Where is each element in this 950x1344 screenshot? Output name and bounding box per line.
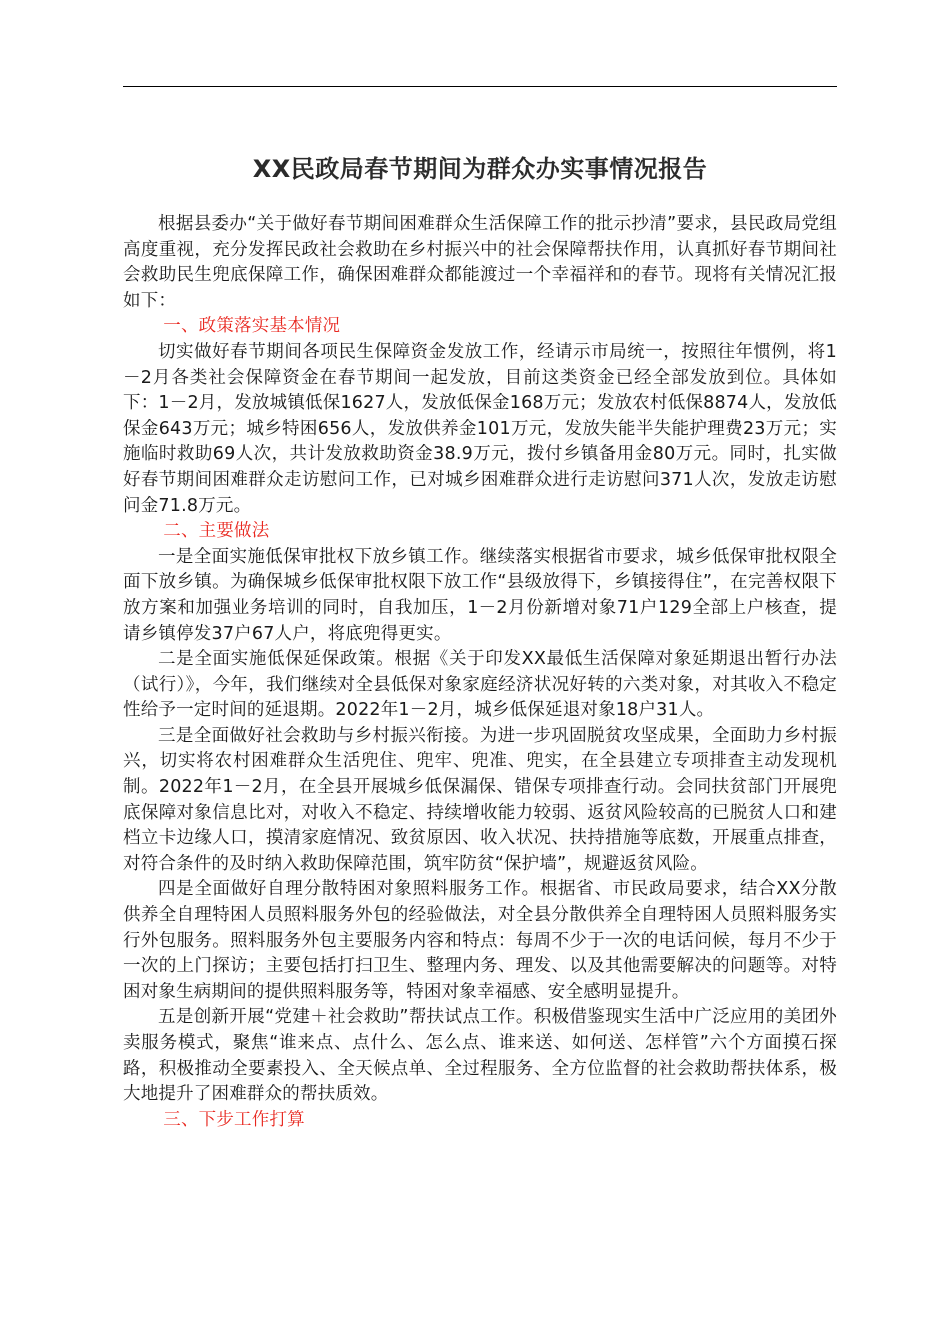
section-2-paragraph-3: 三是全面做好社会救助与乡村振兴衔接。为进一步巩固脱贫攻坚成果，全面助力乡村振兴，切实将农村困难群众生活兜住、兜牢、兜准、兜实，在全县建立专项排查主动发现机制。2022年1－2月，在全县开展城乡低保漏保、错保专项排查行动。会同扶贫部门开展兜底保障对象信息比对，对收入不稳定、持续增收能力较弱、返贫风险较高的已脱贫人口和建档立卡边缘人口，摸清家庭情况、致贫原因、收入状况、扶持措施等底数，开展重点排查，对符合条件的及时纳入救助保障范围，筑牢防贫“保护墙”，规避返贫风险。 xyxy=(123,725,837,874)
section-2-paragraph-2: 二是全面实施低保延保政策。根据《关于印发XX最低生活保障对象延期退出暂行办法（试行）》，今年，我们继续对全县低保对象家庭经济状况好转的六类对象，对其收入不稳定性给予一定时间的延退期。2022年1－2月，城乡低保延退对象18户31人。 xyxy=(123,649,837,721)
section-heading-main-practices: 二、主要做法 xyxy=(163,521,270,542)
section-2-paragraph-5: 五是创新开展“党建＋社会救助”帮扶试点工作。积极借鉴现实生活中广泛应用的美团外卖服务模式，聚焦“谁来点、点什么、怎么点、谁来送、如何送、怎样管”六个方面摸石探路，积极推动全要素投入、全天候点单、全过程服务、全方位监督的社会救助帮扶体系，极大地提升了困难群众的帮扶质效。 xyxy=(123,1007,837,1105)
document-body xyxy=(123,212,837,1133)
section-heading-next-steps: 三、下步工作打算 xyxy=(163,1109,305,1130)
section-1-paragraph-1: 切实做好春节期间各项民生保障资金发放工作，经请示市局统一，按照往年惯例，将1－2月各类社会保障资金在春节期间一起发放，目前这类资金已经全部发放到位。具体如下：1－2月，发放城镇低保1627人，发放低保金168万元；发放农村低保8874人，发放低保金643万元；城乡特困656人，发放供养金101万元，发放失能半失能护理费23万元；实施临时救助69人次，共计发放救助资金38.9万元，拨付乡镇备用金80万元。同时，扎实做好春节期间困难群众走访慰问工作，已对城乡困难群众进行走访慰问371人次，发放走访慰问金71.8万元。 xyxy=(123,341,837,516)
document-title: XX民政局春节期间为群众办实事情况报告 xyxy=(252,155,708,183)
section-2-paragraph-4: 四是全面做好自理分散特困对象照料服务工作。根据省、市民政局要求，结合XX分散供养全自理特困人员照料服务外包的经验做法，对全县分散供养全自理特困人员照料服务实行外包服务。照料服务外包主要服务内容和特点：每周不少于一次的电话问候，每月不少于一次的上门探访；主要包括打扫卫生、整理内务、理发、以及其他需要解决的问题等。对特困对象生病期间的提供照料服务等，特困对象幸福感、安全感明显提升。 xyxy=(123,879,837,1002)
section-2-paragraph-1: 一是全面实施低保审批权下放乡镇工作。继续落实根据省市要求，城乡低保审批权限全面下放乡镇。为确保城乡低保审批权限下放工作“县级放得下，乡镇接得住”，在完善权限下放方案和加强业务培训的同时，自我加压，1－2月份新增对象71户129全部上户核查，提请乡镇停发37户67人户，将底兜得更实。 xyxy=(123,546,837,644)
section-heading-policy: 一、政策落实基本情况 xyxy=(163,316,341,337)
header-rule xyxy=(123,86,837,87)
intro-paragraph: 根据县委办“关于做好春节期间困难群众生活保障工作的批示抄清”要求，县民政局党组高度重视，充分发挥民政社会救助在乡村振兴中的社会保障帮扶作用，认真抓好春节期间社会救助民生兜底保障工作，确保困难群众都能渡过一个幸福祥和的春节。现将有关情况汇报如下： xyxy=(123,214,837,311)
